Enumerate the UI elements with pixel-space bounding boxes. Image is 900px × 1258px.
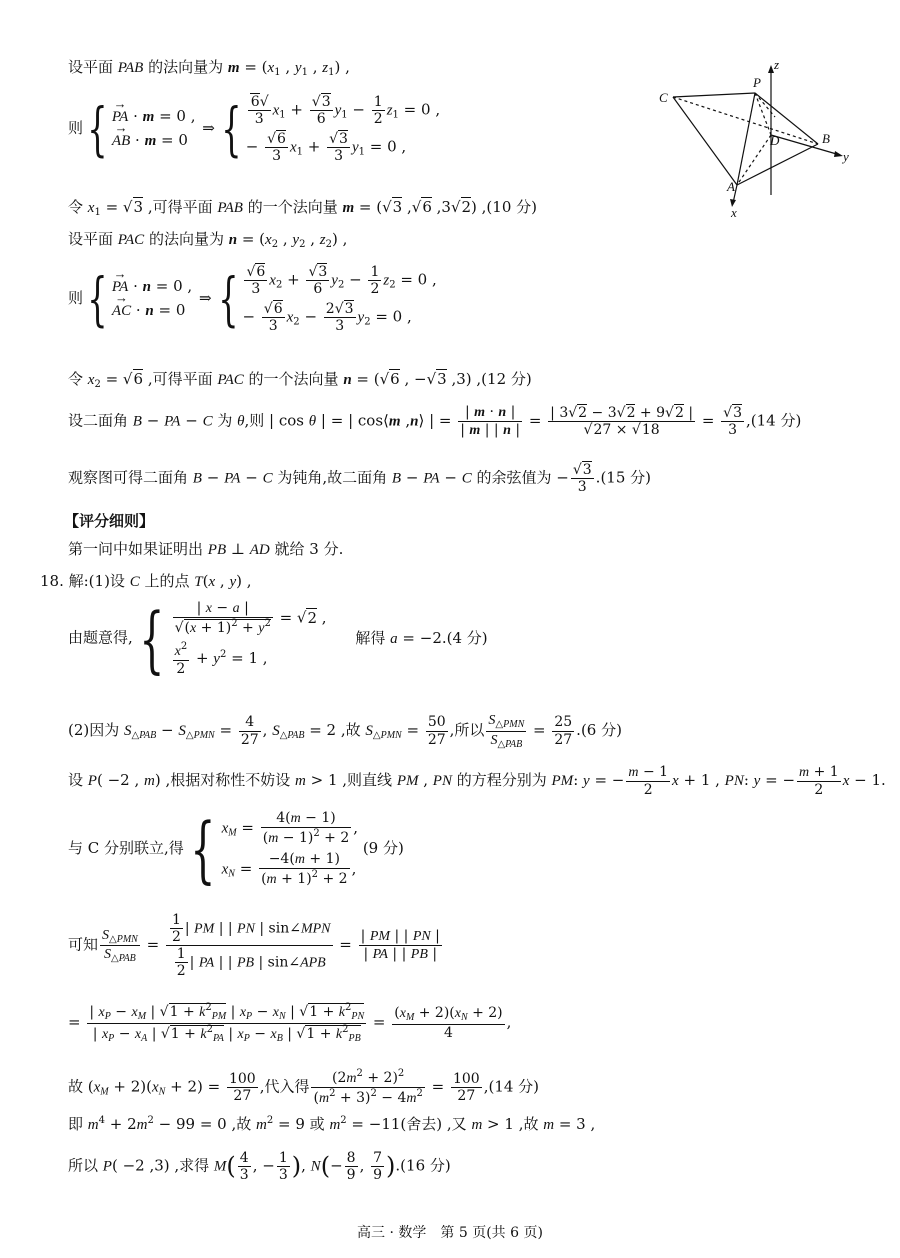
label-y: y [843,149,849,164]
pyramid-figure [655,55,855,220]
line-final-points: 所以 P( −2 ,3) ,求得 M( $\frac{4}{3}$ , − $\frac{1}{3}$ ), N(− $\frac{8}{9}$ , $\frac{7}{9}$ ).(16 分) [68,1150,451,1184]
line-dihedral-angle-cos: 设二面角 B − PA − C 为 θ,则 | cos θ | = | cos⟨m ,n⟩ | = $\frac{| m \cdot n |}{| m | | n |}$ = $\frac{| 3√2 - 3√2 + 9√2 |}{√27 \times √18}$ = $\frac{√3}{3}$ ,(14 分) [68,404,802,439]
label-D: D [770,133,780,148]
line-normal-vector-m: 设平面 PAB 的法向量为 $m = (x_1$ , $y_1$ , $z_1$) , [68,58,350,78]
line-substitute: 故 $(x_M + 2)(x_N + 2)$ = $\frac{100}{27}$ ,代入得 $\frac{(2m^2 + 2)^2}{(m^2 + 3)^2 - 4m^2}$ = $\frac{100}{27}$ ,(14 分) [68,1068,540,1107]
system-pab: 则{ → PA · m = 0 , → AB · m = 0 ⇒ { $\frac{6√}{3}$ $x_1$ + $\frac{√3}{6}$ $y_1$ − $\frac{1}{2}$ $z_1 = 0$ , − $\frac{√6}{3}$ $x_1$ + $\frac{√3}{3}$ $y_1 = 0$ , [68,92,440,166]
line-let-x2: 令 $x_2 = √6$ ,可得平面 PAC 的一个法向量 n = (√6 , −√3 ,3) ,(12 分) [68,370,532,390]
label-x: x [731,205,737,220]
line-scoring-detail: 第一问中如果证明出 PB ⊥ AD 就给 3 分. [68,540,344,558]
line-let-x1: 令 $x_1 = √3$ ,可得平面 PAB 的一个法向量 m = (√3 ,√6 ,3√2) ,(10 分) [68,198,537,218]
label-C: C [659,90,668,105]
line-solve-m: 即 $m^4 + 2m^2 - 99 = 0$ ,故 $m^2 = 9$ 或 $m^2 = -11$(舍去) ,又 m > 1 ,故 m = 3 , [68,1115,596,1133]
label-P: P [753,75,761,90]
scoring-heading: 【评分细则】 [64,512,155,530]
line-area-relation: (2)因为 $S_{\triangle PAB} - S_{\triangle PMN}$ = $\frac{4}{27}$ , $S_{\triangle PAB} = 2$ ,故 $S_{\triangle PMN}$ = $\frac{50}{27}$ ,所以 $\frac{S_{\triangle PMN}}{S_{\triangle PAB}}$ = $\frac{25}{27}$ .(6 分) [68,713,622,750]
system-xm-xn: 与 C 分别联立,得{ $x_M$ = $\frac{4(m - 1)}{(m - 1)^2 + 2}$ , $x_N$ = $\frac{-4(m + 1)}{(m + 1)^2 + 2}$ , (9 分) [68,807,404,892]
system-pac: 则{ → PA · n = 0 , → AC · n = 0 ⇒ { $\frac{√6}{3}$ $x_2$ + $\frac{√3}{6}$ $y_2$ − $\frac{1}{2}$ $z_2 = 0$ , − $\frac{√6}{3}$ $x_2$ − $\frac{2√3}{3}$ $y_2 = 0$ , [68,262,437,336]
system-q18-part1: 由题意得,{ $\frac{| x - a |}{√(x + 1)^2 + y^2}$ = √2 , $\frac{x^2}{2}$ + $y^2 = 1$ , 解得 a = −2.(4 分) [68,596,488,681]
line-q18-start: 18. 解:(1)设 C 上的点 T(x , y) , [40,572,252,590]
line-ratio-expand: = $\frac{| x_P - x_M | √1 + k^2_{PM} | x_P - x_N | √1 + k^2_{PN}}{| x_P - x_A | √1 + k^2_{PA} | x_P - x_B | √1 + k^2_{PB}}$ = $\frac{(x_M + 2)(x_N + 2)}{4}$ , [68,1002,512,1044]
label-A: A [727,179,735,194]
line-normal-vector-n: 设平面 PAC 的法向量为 $n = (x_2$ , $y_2$ , $z_2$) , [68,230,348,250]
page-footer: 高三 · 数学 第 5 页(共 6 页) [357,1225,543,1241]
label-B: B [822,131,830,146]
label-z: z [774,57,780,72]
line-ratio-area: 可知 $\frac{S_{\triangle PMN}}{S_{\triangle PAB}}$ = $\frac{1}{2}$ | PM | | PN | sin∠MPN $\frac{1}{2}$ | PA | | PB | sin∠APB = $\frac{| PM | | PN |}{| PA | | PB |}$ [68,912,440,980]
line-lines-pm-pn: 设 P( −2 , m) ,根据对称性不妨设 m > 1 ,则直线 PM , PN 的方程分别为 PM: y = − $\frac{m - 1}{2}$ x + 1 , PN: y = − $\frac{m + 1}{2}$ x − 1. [68,764,886,799]
line-conclusion-cos: 观察图可得二面角 B − PA − C 为钝角,故二面角 B − PA − C 的余弦值为 − $\frac{√3}{3}$ .(15 分) [68,462,651,496]
